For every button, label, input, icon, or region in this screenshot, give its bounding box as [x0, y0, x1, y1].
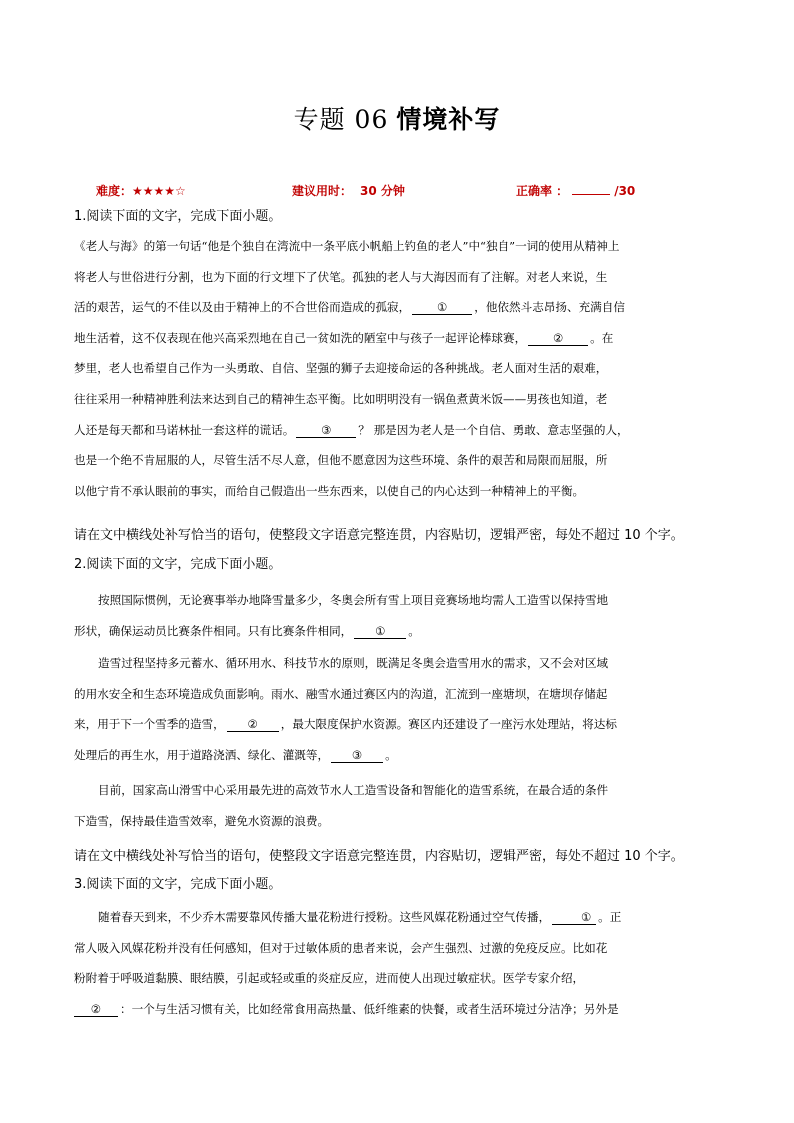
passage-line: 常人吸入风媒花粉并没有任何感知，但对于过敏体质的患者来说，会产生强烈、过激的免疫反应。比如花 [74, 940, 608, 955]
passage-line: 的用水安全和生态环境造成负面影响。雨水、融雪水通过赛区内的沟道，汇流到一座塘坝，在塘坝存储起 [74, 686, 608, 701]
passage-line: 也是一个绝不肯屈服的人，尽管生活不尽人意，但他不愿意因为这些环境、条件的艰苦和局限而屈服，所 [74, 453, 608, 468]
passage-line: 随着春天到来，不少乔木需要靠风传播大量花粉进行授粉。这些风媒花粉通过空气传播， ① 。正 [98, 910, 622, 924]
time-value: 30 分钟 [360, 184, 405, 198]
q1-passage [74, 231, 722, 506]
passage-line: ② ：一个与生活习惯有关，比如经常食用高热量、低纤维素的快餐，或者生活环境过分洁净；另外是 [74, 994, 722, 1025]
blank-1[interactable]: ① [412, 300, 472, 315]
passage-line: 活的艰苦，运气的不佳以及由于精神上的不合世俗而造成的孤寂， ① ，他依然斗志昂扬、充满自信 [74, 300, 625, 315]
blank-3[interactable]: ③ [296, 423, 356, 438]
q2-passage-1 [74, 585, 722, 646]
title-number: 专题 06 [293, 105, 389, 134]
passage-line: 梦里，老人也希望自己作为一头勇敢、自信、坚强的狮子去迎接命运的各种挑战。老人面对生活的艰难， [74, 361, 608, 376]
q2-passage-2 [74, 648, 722, 770]
passage-line: 往往采用一种精神胜利法来达到自己的精神生态平衡。比如明明没有一锅鱼煮黄米饭——男孩也知道，老 [74, 391, 608, 406]
accuracy-total: /30 [614, 184, 636, 198]
q1-instruction: 请在文中横线处补写恰当的语句，使整段文字语意完整连贯，内容贴切，逻辑严密，每处不超过 10 个字。 [74, 528, 684, 543]
blank-2[interactable]: ② [227, 717, 279, 732]
q2-instruction: 请在文中横线处补写恰当的语句，使整段文字语意完整连贯，内容贴切，逻辑严密，每处不超过 10 个字。 [74, 849, 684, 864]
passage-line: 下造雪，保持最佳造雪效率，避免水资源的浪费。 [74, 813, 330, 828]
difficulty-label: 难度： [96, 184, 133, 198]
passage-line: 以他宁肯不承认眼前的事实，而给自己假造出一些东西来，以使自己的内心达到一种精神上的平衡。 [74, 483, 585, 498]
passage-line: 《老人与海》的第一句话“他是个独自在湾流中一条平底小帆船上钓鱼的老人”中“独自”一词的使用从精神上 [74, 239, 620, 253]
passage-line: 造雪过程坚持多元蓄水、循环用水、科技节水的原则，既满足冬奥会造雪用水的需求，又不会对区域 [98, 656, 609, 670]
passage-line: 目前，国家高山滑雪中心采用最先进的高效节水人工造雪设备和智能化的造雪系统，在最合适的条件 [98, 783, 609, 797]
difficulty [96, 182, 186, 199]
passage-line: 来，用于下一个雪季的造雪， ② ，最大限度保护水资源。赛区内还建设了一座污水处理站，将达标 [74, 717, 617, 732]
passage-line: 人还是每天都和马诺林扯一套这样的谎话。 ③ ？ 那是因为老人是一个自信、勇敢、意志坚强的人， [74, 422, 629, 437]
page-title [0, 100, 794, 136]
passage-line: 地生活着，这不仅表现在他兴高采烈地在自己一贫如洗的陋室中与孩子一起评论棒球赛， ② 。在 [74, 330, 614, 345]
passage-line: 处理后的再生水，用于道路浇洒、绿化、灌溉等， ③ 。 [74, 747, 397, 762]
suggested-time [292, 182, 405, 199]
time-label: 建议用时： [292, 184, 353, 198]
accuracy [516, 182, 635, 199]
blank-3[interactable]: ③ [331, 748, 383, 763]
passage-line: 将老人与世俗进行分割，也为下面的行文埋下了伏笔。孤独的老人与大海因而有了注解。对老人来说，生 [74, 269, 608, 284]
blank-2[interactable]: ② [74, 1002, 118, 1017]
q3-heading: 3.阅读下面的文字，完成下面小题。 [74, 877, 282, 892]
difficulty-stars: ★★★★☆ [132, 184, 186, 198]
blank-1[interactable]: ① [552, 910, 596, 925]
accuracy-label: 正确率 ： [516, 184, 569, 198]
accuracy-blank[interactable] [572, 183, 610, 195]
blank-1[interactable]: ① [354, 624, 406, 639]
passage-line: 形状，确保运动员比赛条件相同。只有比赛条件相同， ① 。 [74, 623, 420, 638]
q2-heading: 2.阅读下面的文字，完成下面小题。 [74, 557, 282, 572]
q1-heading: 1.阅读下面的文字，完成下面小题。 [74, 209, 282, 224]
blank-2[interactable]: ② [528, 331, 588, 346]
passage-line: 粉附着于呼吸道黏膜、眼结膜，引起或轻或重的炎症反应，进而使人出现过敏症状。医学专家介绍， [74, 971, 585, 986]
meta-bar [96, 182, 716, 200]
q3-passage [74, 902, 722, 1024]
title-main: 情境补写 [396, 105, 501, 134]
passage-line: 按照国际惯例，无论赛事举办地降雪量多少，冬奥会所有雪上项目竞赛场地均需人工造雪以保持雪地 [98, 593, 609, 607]
q2-passage-3 [74, 775, 722, 836]
